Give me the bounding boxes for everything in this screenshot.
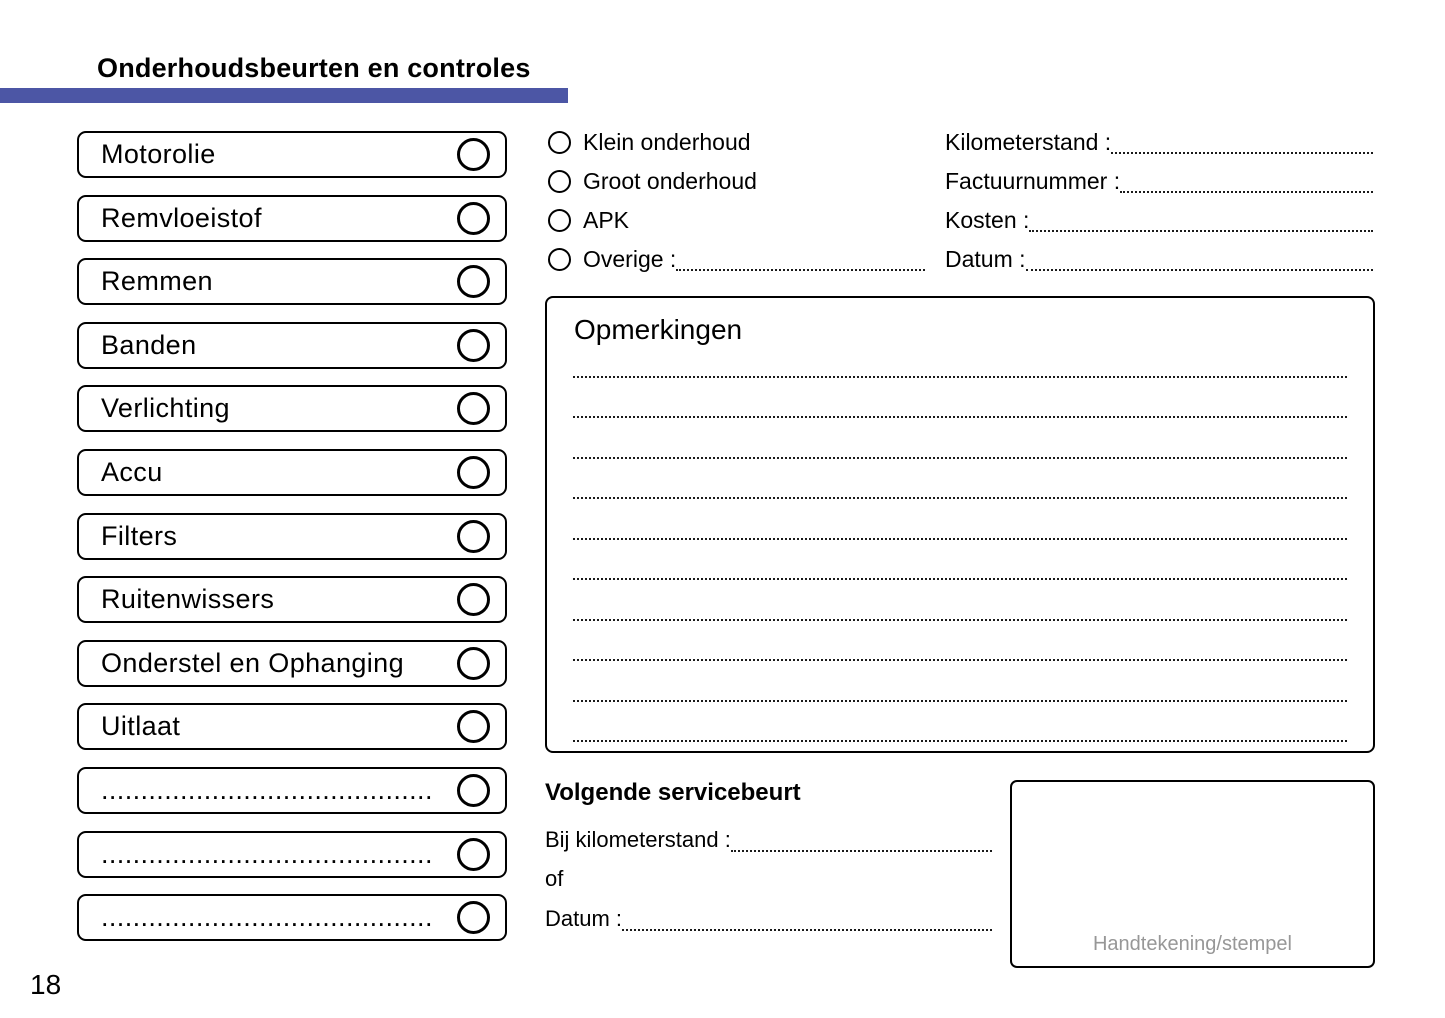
checklist-item-label: Onderstel en Ophanging <box>101 647 405 678</box>
next-service-km-row <box>545 820 992 860</box>
service-type-option <box>548 162 925 201</box>
record-field-row <box>945 162 1373 201</box>
checklist-item-dotted-label: .......................................... <box>101 838 433 869</box>
checklist-item-label: Ruitenwissers <box>101 584 275 615</box>
checklist-item-label: Filters <box>101 520 178 551</box>
checklist-item-dotted-label: .......................................... <box>101 774 433 805</box>
checklist-row <box>77 449 507 496</box>
check-circle-icon <box>457 774 490 807</box>
remarks-lines <box>573 337 1347 742</box>
remarks-line <box>573 702 1347 743</box>
dotted-fill-line <box>1026 269 1373 271</box>
service-type-option <box>548 201 925 240</box>
checklist-item-label: Accu <box>101 456 163 487</box>
checklist-item-label: Banden <box>101 329 197 360</box>
record-field-label: Factuurnummer : <box>945 168 1121 194</box>
dotted-fill-line <box>731 850 992 852</box>
remarks-line <box>573 418 1347 459</box>
check-circle-icon <box>457 456 490 489</box>
radio-circle-icon <box>548 248 571 271</box>
dotted-fill-line <box>622 929 992 931</box>
next-service-km-label: Bij kilometerstand : <box>545 826 731 852</box>
service-type-label: APK <box>583 207 630 233</box>
next-service-or-label: of <box>545 866 564 892</box>
checklist-row-blank <box>77 831 507 878</box>
checklist-item-label: Uitlaat <box>101 711 181 742</box>
checklist-row-blank <box>77 767 507 814</box>
checklist-row <box>77 703 507 750</box>
checklist-item-label: Remmen <box>101 266 213 297</box>
check-circle-icon <box>457 583 490 616</box>
remarks-line <box>573 540 1347 581</box>
checklist-row <box>77 513 507 560</box>
checklist-row <box>77 322 507 369</box>
check-circle-icon <box>457 901 490 934</box>
check-circle-icon <box>457 838 490 871</box>
checklist-item-label: Motorolie <box>101 139 216 169</box>
radio-circle-icon <box>548 209 571 232</box>
record-field-label: Datum : <box>945 246 1026 272</box>
service-type-option <box>548 123 925 162</box>
record-field-row <box>945 123 1373 162</box>
signature-hint-label: Handtekening/stempel <box>1092 933 1292 955</box>
page-title: Onderhoudsbeurten en controles <box>97 53 531 83</box>
service-record-fields <box>945 123 1373 279</box>
accent-bar <box>0 88 568 103</box>
remarks-line <box>573 661 1347 702</box>
record-field-label: Kilometerstand : <box>945 129 1112 155</box>
next-service-date-label: Datum : <box>545 905 623 931</box>
service-type-options <box>548 123 925 279</box>
next-service-title: Volgende servicebeurt <box>545 779 801 806</box>
service-type-label: Groot onderhoud <box>583 168 757 194</box>
checklist-row <box>77 131 507 178</box>
remarks-line <box>573 459 1347 500</box>
service-type-option-other <box>548 240 925 279</box>
record-field-row <box>945 240 1373 279</box>
radio-circle-icon <box>548 131 571 154</box>
remarks-line <box>573 580 1347 621</box>
record-field-label: Kosten : <box>945 207 1030 233</box>
check-circle-icon <box>457 329 490 362</box>
checklist-row <box>77 385 507 432</box>
remarks-line <box>573 499 1347 540</box>
checklist-row-blank <box>77 894 507 941</box>
next-service-date-row <box>545 899 992 939</box>
next-service-section <box>545 779 992 939</box>
dotted-fill-line <box>676 269 925 271</box>
dotted-fill-line <box>1111 152 1373 154</box>
dotted-fill-line <box>1120 191 1373 193</box>
remarks-line <box>573 621 1347 662</box>
check-circle-icon <box>457 710 490 743</box>
check-circle-icon <box>457 647 490 680</box>
checklist-row <box>77 195 507 242</box>
check-circle-icon <box>457 265 490 298</box>
page-number: 18 <box>30 969 62 1000</box>
check-circle-icon <box>457 392 490 425</box>
check-circle-icon <box>457 138 490 171</box>
remarks-box <box>545 296 1375 753</box>
remarks-line <box>573 378 1347 419</box>
service-type-label: Overige : <box>583 246 677 272</box>
record-field-row <box>945 201 1373 240</box>
remarks-title: Opmerkingen <box>574 314 743 345</box>
next-service-or-row <box>545 860 992 900</box>
checklist-item-dotted-label: .......................................... <box>101 902 433 933</box>
check-circle-icon <box>457 520 490 553</box>
service-type-label: Klein onderhoud <box>583 129 751 155</box>
remarks-line <box>573 337 1347 378</box>
dotted-fill-line <box>1029 230 1373 232</box>
checklist-row <box>77 640 507 687</box>
checklist-row <box>77 576 507 623</box>
checklist-item-label: Verlichting <box>101 393 230 424</box>
checklist-row <box>77 258 507 305</box>
check-circle-icon <box>457 202 490 235</box>
checklist-item-label: Remvloeistof <box>101 202 262 233</box>
radio-circle-icon <box>548 170 571 193</box>
signature-box <box>1010 780 1375 968</box>
maintenance-checklist <box>77 131 507 941</box>
